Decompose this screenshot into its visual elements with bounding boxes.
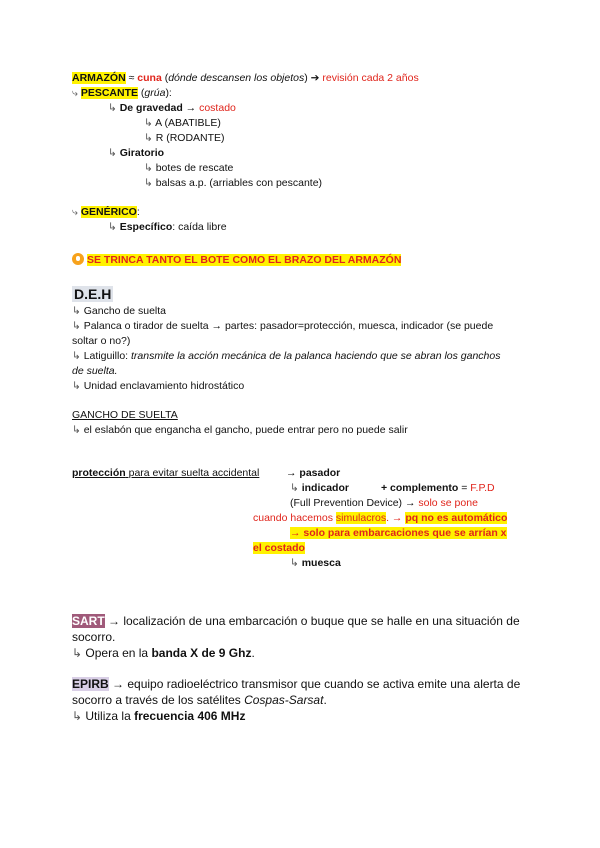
cuna-term: cuna (137, 72, 162, 84)
pescante-title: PESCANTE (80, 87, 138, 99)
balsas-line: ↳ balsas a.p. (arriables con pescante) (144, 177, 323, 189)
simulacros-line: cuando hacemos simulacros. → pq no es automático (253, 512, 508, 524)
sart-line: SART → localización de una embarcación o buque que se halle en una situación de (72, 614, 520, 628)
generico-title: GENÉRICO (80, 206, 137, 218)
trinca-warning: SE TRINCA TANTO EL BOTE COMO EL BRAZO DEL ARMAZÓN (72, 253, 401, 267)
epirb-line-2: socorro a través de los satélites Cospas-Sarsat. (72, 693, 327, 707)
complemento-line: + complemento = F.P.D (381, 482, 495, 494)
deh-item-gancho: ↳ Gancho de suelta (72, 305, 167, 317)
gancho-title: GANCHO DE SUELTA (72, 409, 178, 421)
embarcaciones-line: → solo para embarcaciones que se arrían x (290, 527, 507, 539)
deh-item-latiguillo-cont: de suelta. (72, 365, 118, 377)
giratorio-line: ↳ Giratorio (108, 147, 165, 159)
gravedad-r: ↳ R (RODANTE) (144, 132, 225, 144)
lightbulb-icon (72, 253, 84, 265)
deh-item-latiguillo: ↳ Latiguillo: transmite la acción mecánica de la palanca haciendo que se abran los ganchos (72, 350, 501, 362)
revision-text: revisión cada 2 años (322, 72, 419, 84)
epirb-line-3: ↳ Utiliza la frecuencia 406 MHz (72, 709, 246, 723)
especifico-line: ↳ Específico: caída libre (108, 221, 227, 233)
proteccion-line: protección para evitar suelta accidental (72, 467, 260, 479)
armazon-title: ARMAZÓN (72, 72, 126, 84)
armazon-line: ARMAZÓN ≈ cuna (dónde descansen los objetos) ➔ revisión cada 2 años (72, 72, 419, 84)
costado-line: el costado (253, 542, 305, 554)
muesca-line: ↳ muesca (290, 557, 341, 569)
generico-line: ⤷ GENÉRICO: (72, 206, 140, 218)
deh-item-palanca: ↳ Palanca o tirador de suelta → partes: pasador=protección, muesca, indicador (se puede (72, 320, 494, 332)
gancho-desc: ↳ el eslabón que engancha el gancho, puede entrar pero no puede salir (72, 424, 408, 436)
gravedad-line: ↳ De gravedad → costado (108, 102, 236, 114)
botes-line: ↳ botes de rescate (144, 162, 234, 174)
fpd-line: (Full Prevention Device) → solo se pone (290, 497, 478, 509)
deh-heading: D.E.H (74, 286, 112, 302)
pasador-line: → pasador (286, 467, 341, 479)
pescante-line: ⤷ PESCANTE (grúa): (72, 87, 172, 99)
deh-item-palanca-cont: soltar o no?) (72, 335, 131, 347)
indicador-line: ↳ indicador (290, 482, 349, 494)
gravedad-a: ↳ A (ABATIBLE) (144, 117, 221, 129)
deh-item-unidad: ↳ Unidad enclavamiento hidrostático (72, 380, 245, 392)
sart-tag: SART (72, 614, 105, 628)
sart-line-3: ↳ Opera en la banda X de 9 Ghz. (72, 646, 255, 660)
epirb-tag: EPIRB (72, 677, 109, 691)
sart-line-2: socorro. (72, 630, 116, 644)
epirb-line: EPIRB → equipo radioeléctrico transmisor que cuando se activa emite una alerta de (72, 677, 521, 691)
